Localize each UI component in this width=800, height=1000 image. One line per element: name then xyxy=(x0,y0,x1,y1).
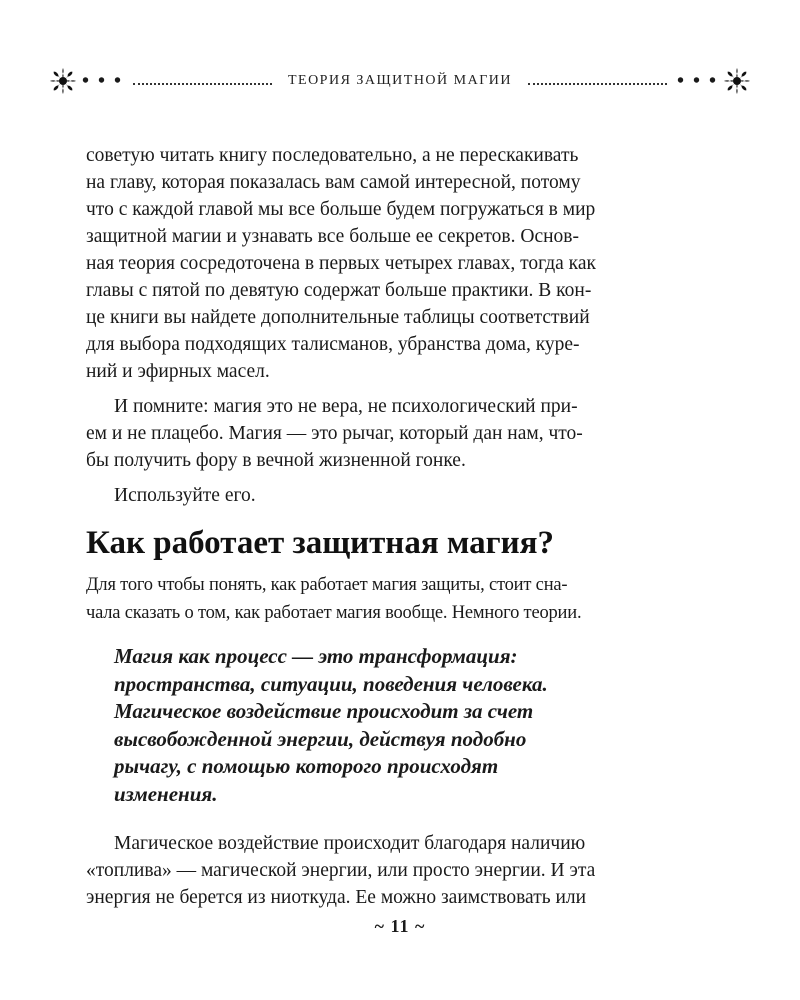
text-line: для выбора подходящих талисманов, убранства дома, куре- xyxy=(86,334,580,355)
text-line: Для того чтобы понять, как работает магия защиты, стоит сна- xyxy=(86,575,568,595)
text-line: защитной магии и узнавать все больше ее секретов. Основ- xyxy=(86,226,579,247)
text-line: энергия не берется из ниоткуда. Ее можно заимствовать или xyxy=(86,887,587,908)
text-line: ем и не плацебо. Магия — это рычаг, который дан нам, что- xyxy=(86,423,583,444)
quote-line: пространства, ситуации, поведения человека. xyxy=(114,671,548,696)
quote-line: высвобожденной энергии, действуя подобно xyxy=(114,726,527,751)
header-right-leader xyxy=(522,70,722,92)
paragraph-1 xyxy=(86,142,690,385)
header-right-dots: • • • xyxy=(676,70,718,92)
header-left-leader xyxy=(78,70,278,92)
quote-line: Магия как процесс — это трансформация: xyxy=(114,644,518,668)
lead-paragraph xyxy=(86,571,690,627)
text-line: что с каждой главой мы все больше будем погружаться в мир xyxy=(86,199,596,220)
section-heading: Как работает защитная магия? xyxy=(86,525,555,561)
quote-line: Магическое воздействие происходит за счет xyxy=(114,699,534,723)
text-line: ний и эфирных масел. xyxy=(86,361,270,382)
text-line: це книги вы найдете дополнительные таблицы соответствий xyxy=(86,307,590,328)
text-line: «топлива» — магической энергии, или просто энергии. И эта xyxy=(86,860,596,881)
paragraph-3: Используйте его. xyxy=(114,485,256,506)
header-right-dotted-rule xyxy=(528,77,667,85)
text-line: ная теория сосредоточена в первых четырех главах, тогда как xyxy=(86,253,596,274)
running-header xyxy=(48,64,752,98)
quote-line: рычагу, с помощью которого происходят xyxy=(114,754,499,778)
text-line: чала сказать о том, как работает магия вообще. Немного теории. xyxy=(86,603,582,623)
highlighted-quote xyxy=(114,643,674,808)
header-left-dotted-rule xyxy=(133,77,272,85)
page-content xyxy=(86,142,690,919)
text-line: главы с пятой по девятую содержат больше практики. В кон- xyxy=(86,280,592,301)
text-line: И помните: магия это не вера, не психологический при- xyxy=(114,396,578,417)
paragraph-4 xyxy=(86,830,690,911)
text-line: Магическое воздействие происходит благодаря наличию xyxy=(114,833,586,854)
paragraph-2 xyxy=(86,393,690,474)
text-line: бы получить фору в вечной жизненной гонке. xyxy=(86,450,466,471)
quote-line: изменения. xyxy=(114,781,218,806)
text-line: советую читать книгу последовательно, а не перескакивать xyxy=(86,145,579,166)
text-line: на главу, которая показалась вам самой интересной, потому xyxy=(86,172,581,193)
flourish-ornament-icon xyxy=(48,66,78,96)
page-number: ~ 11 ~ xyxy=(374,916,426,936)
flourish-ornament-icon xyxy=(722,66,752,96)
running-header-title: ТЕОРИЯ ЗАЩИТНОЙ МАГИИ xyxy=(287,73,513,88)
header-left-dots: • • • xyxy=(82,70,124,92)
